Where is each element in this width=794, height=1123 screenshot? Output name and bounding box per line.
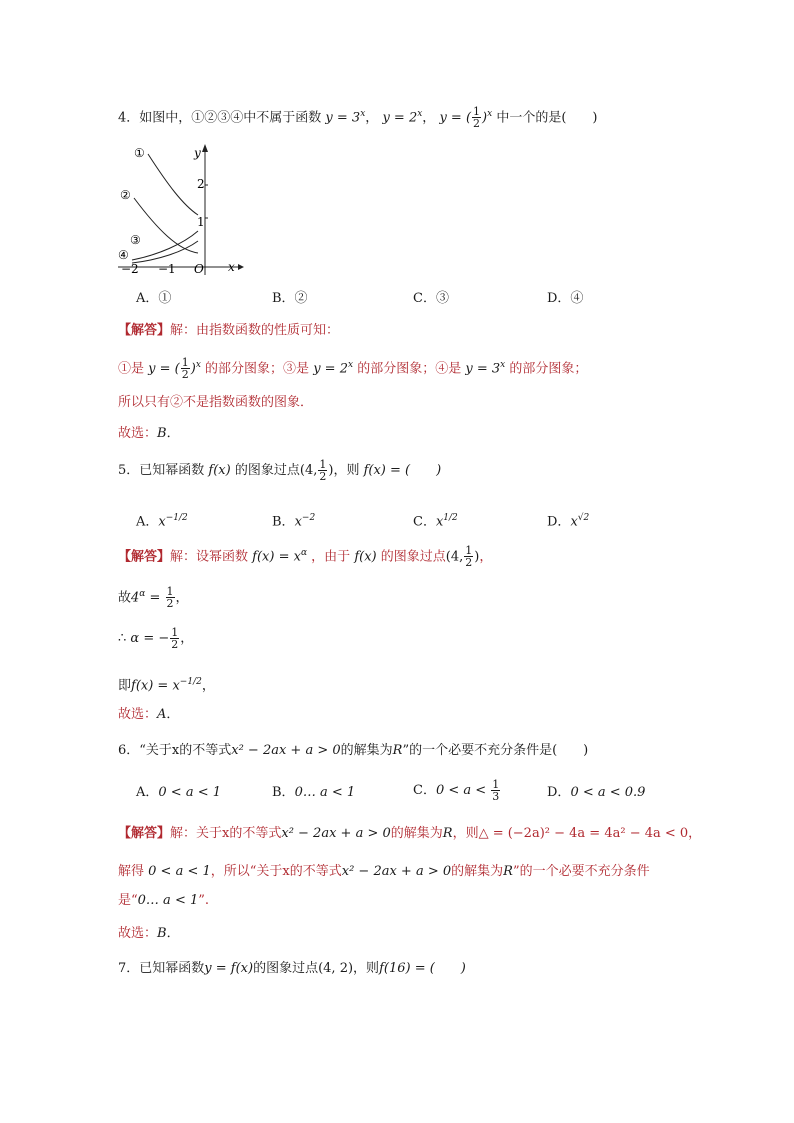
fraction-half-step1: $\frac{1}{2}$ (166, 585, 174, 611)
y-axis-label: y (194, 146, 201, 160)
q4-answer-line1: 【解答】解：由指数函数的性质可知： (118, 323, 340, 338)
q5-option-b[interactable]: B．$x^{-2}$ (272, 513, 316, 530)
q6-option-c[interactable]: C．0 < a < $\frac{1}{3}$ (413, 778, 500, 803)
q6-answer-line1: 【解答】解：关于x的不等式x² − 2ax + a > 0的解集为R，则△ = (−2a)² − 4a = 4a² − 4a < 0， (118, 826, 702, 841)
fraction-half: $\frac{1}{2}$ (473, 105, 481, 131)
fraction-half-q5: $\frac{1}{2}$ (319, 458, 327, 483)
q6-stem: 6．“关于x的不等式x² − 2ax + a > 0的解集为R”的一个必要不充分条件是( ) (118, 743, 589, 758)
fraction-half-2: $\frac{1}{2}$ (181, 356, 189, 382)
origin-label: O (194, 262, 204, 275)
y-tick-2: 2 (197, 177, 205, 191)
q6-answer-line2: 解得 0 < a < 1，所以“关于x的不等式x² − 2ax + a > 0的解集为R”的一个必要不充分条件 (118, 864, 650, 879)
y-axis-arrow (202, 144, 208, 152)
curve-2 (134, 198, 198, 253)
q5-option-c[interactable]: C．$x^{1/2}$ (413, 513, 458, 530)
curve-label-3: ③ (130, 233, 141, 247)
q7-stem: 7．已知幂函数y = f(x)的图象过点(4, 2)，则f(16) = ( ) (118, 961, 466, 976)
q5-step1: 故$4^\alpha$ = $\frac{1}{2}$ ， (118, 585, 189, 611)
q5-stem: 5．已知幂函数 f(x) 的图象过点(4, $\frac{1}{2}$ )，则 f(x) = ( ) (118, 458, 442, 483)
x-tick-minus-2: −2 (121, 262, 139, 275)
fraction-one-third: $\frac{1}{3}$ (492, 778, 500, 803)
q5-step2: ∴ α = − $\frac{1}{2}$ ， (118, 626, 194, 651)
q4-option-b[interactable]: B．② (272, 291, 308, 306)
q5-step3: 即$f(x) = x^{-1/2}$， (118, 677, 215, 694)
x-axis-arrow (238, 264, 244, 270)
q6-option-b[interactable]: B．0… a < 1 (272, 785, 356, 800)
x-tick-minus-1: −1 (158, 262, 176, 275)
curve-label-1: ① (134, 146, 145, 160)
fraction-half-q5b: $\frac{1}{2}$ (465, 544, 473, 570)
y-tick-1: 1 (197, 215, 205, 229)
q4-option-c[interactable]: C．③ (413, 291, 449, 306)
q4-answer-line3: 所以只有②不是指数函数的图象． (118, 395, 314, 410)
fraction-half-step2: $\frac{1}{2}$ (171, 626, 179, 651)
x-axis-label: x (228, 260, 235, 274)
q4-option-d[interactable]: D．④ (547, 291, 584, 306)
q5-option-d[interactable]: D．$x^{√2}$ (547, 513, 590, 530)
q4-stem: 4．如图中，①②③④中不属于函数 $y = 3^x$， $y = 2^x$， y = ( $\frac{1}{2}$ )$^x$ 中一个的是( ) (118, 105, 598, 131)
curve-label-4: ④ (118, 248, 129, 262)
q6-choose: 故选：B． (118, 926, 180, 941)
q5-option-a[interactable]: A．$x^{-1/2}$ (136, 513, 188, 530)
q5-choose: 故选：A． (118, 707, 180, 722)
curve-1 (148, 154, 198, 215)
q5-answer-line1: 【解答】解：设幂函数 $f(x) = x^\alpha$ ，由于 f(x) 的图象过点(4, $\frac{1}{2}$ )， (118, 544, 493, 570)
q6-option-d[interactable]: D．0 < a < 0.9 (547, 785, 646, 800)
q4-option-a[interactable]: A．① (136, 291, 172, 306)
q4-choose: 故选：B． (118, 426, 180, 441)
q4-answer-line2: ①是 y = ( $\frac{1}{2}$ )$^x$ 的部分图象；③是 $y = 2^x$ 的部分图象；④是 $y = 3^x$ 的部分图象； (118, 356, 588, 382)
curve-3 (132, 231, 198, 260)
q6-option-a[interactable]: A．0 < a < 1 (136, 785, 221, 800)
exponential-graph (118, 140, 248, 275)
curve-label-2: ② (120, 188, 131, 202)
q6-answer-line3: 是“0… a < 1”. (118, 893, 210, 908)
curve-4 (132, 241, 198, 263)
